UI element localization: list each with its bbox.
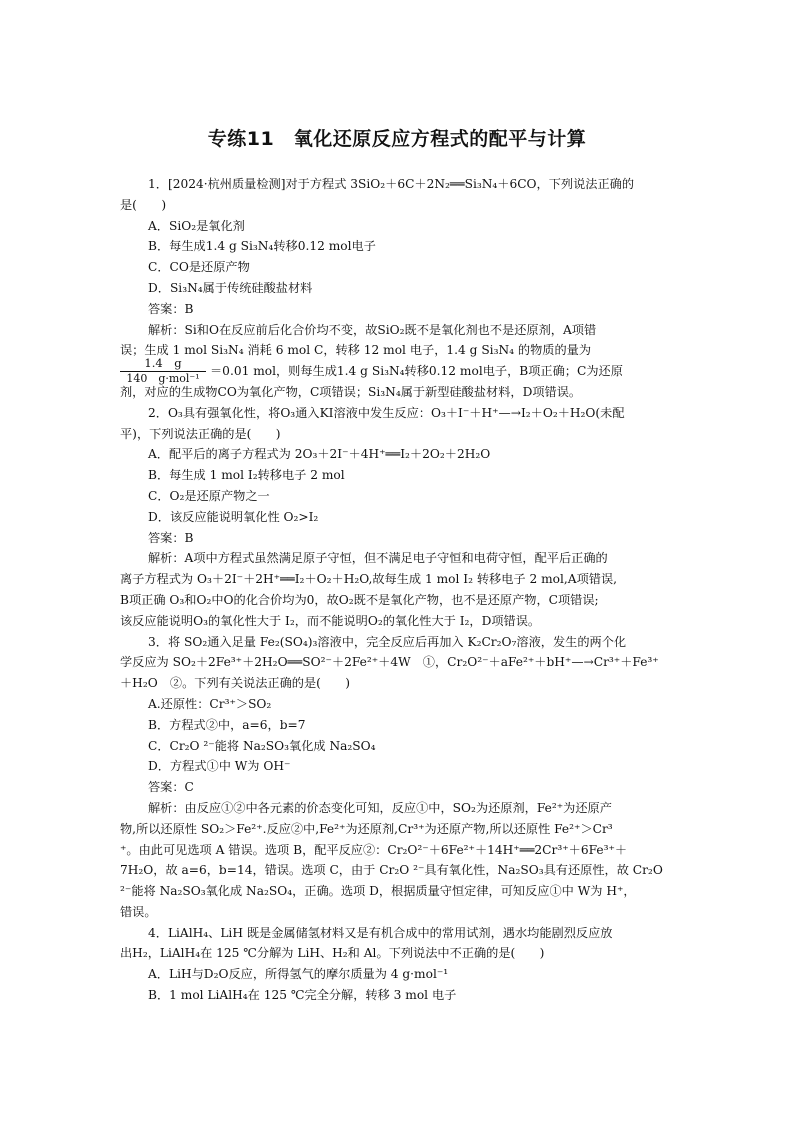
question-1-stem: 1．[2024·杭州质量检测]对于方程式 3SiO₂＋6C＋2N₂══Si₃N₄＋6CO，下列说法正确的 — [148, 177, 635, 191]
question-2-stem-cont: 平)，下列说法正确的是( ) — [120, 426, 281, 441]
question-4-stem: 4．LiAlH₄、LiH 既是金属储氢材料又是有机合成中的常用试剂，遇水均能剧烈反应放 — [148, 925, 613, 940]
option-b: B．每生成1.4 g Si₃N₄转移0.12 mol电子 — [148, 239, 376, 254]
fraction — [120, 355, 206, 386]
document-body — [120, 174, 680, 1006]
question-2-stem: 2．O₃具有强氧化性，将O₃通入KI溶液中发生反应：O₃＋I⁻＋H⁺—→I₂＋O₂＋H₂O(未配 — [148, 405, 625, 420]
answer: 答案：B — [148, 530, 194, 545]
explanation-line: 离子方程式为 O₃＋2I⁻＋2H⁺══I₂＋O₂＋H₂O,故每生成 1 mol I₂ 转移电子 2 mol,A项错误, — [120, 572, 618, 587]
question-4-stem-cont: 出H₂，LiAlH₄在 125 ℃分解为 LiH、H₂和 Al。下列说法中不正确的是( ) — [120, 946, 545, 961]
option-c: C．CO是还原产物 — [148, 260, 250, 275]
explanation-line: ²⁻能将 Na₂SO₃氧化成 Na₂SO₄，正确。选项 D，根据质量守恒定律，可知反应①中 W为 H⁺， — [120, 884, 636, 899]
explanation-line: B项正确 O₃和O₂中O的化合价均为0，故O₂既不是氧化产物，也不是还原产物，C项错误; — [120, 592, 599, 607]
question-3-stem: 3．将 SO₂通入足量 Fe₂(SO₄)₃溶液中，完全反应后再加入 K₂Cr₂O₇溶液，发生的两个化 — [148, 634, 627, 649]
explanation-line: ⁺。由此可见选项 A 错误。选项 B，配平反应②：Cr₂O²⁻＋6Fe²⁺＋14H⁺══2Cr³⁺＋6Fe³⁺＋ — [120, 842, 628, 857]
explanation-line: 剂，对应的生成物CO为氧化产物，C项错误；Si₃N₄属于新型硅酸盐材料，D项错误。 — [120, 384, 582, 399]
fraction-numerator: 1.4 g — [120, 355, 206, 372]
option-b: B．每生成 1 mol I₂转移电子 2 mol — [148, 468, 345, 483]
question-3-stem-cont: 学反应为 SO₂＋2Fe³⁺＋2H₂O══SO²⁻＋2Fe²⁺＋4W ①，Cr₂O²⁻＋aFe²⁺＋bH⁺—→Cr³⁺＋Fe³⁺ — [120, 655, 659, 670]
answer: 答案：B — [148, 301, 194, 316]
question-3-stem-cont: ＋H₂O ②。下列有关说法正确的是( ) — [120, 676, 351, 691]
explanation-line: 7H₂O，故 a=6，b=14，错误。选项 C，由于 Cr₂O ²⁻具有氧化性，Na₂SO₃具有还原性，故 Cr₂O — [120, 863, 663, 878]
explanation-line: 该反应能说明O₃的氧化性大于 I₂，而不能说明O₂的氧化性大于 I₂，D项错误。 — [120, 613, 541, 628]
explanation-line: 解析：Si和O在反应前后化合价均不变，故SiO₂既不是氧化剂也不是还原剂，A项错 — [148, 322, 597, 337]
explanation-line: 误；生成 1 mol Si₃N₄ 消耗 6 mol C，转移 12 mol 电子，1.4 g Si₃N₄ 的物质的量为 — [120, 343, 592, 358]
explanation-line: 错误。 — [120, 904, 157, 919]
option-d: D．Si₃N₄属于传统硅酸盐材料 — [148, 280, 313, 295]
explanation-line: 物,所以还原性 SO₂＞Fe²⁺.反应②中,Fe²⁺为还原剂,Cr³⁺为还原产物,所以还原性 Fe²⁺＞Cr³ — [120, 821, 613, 836]
option-a: A．配平后的离子方程式为 2O₃＋2I⁻＋4H⁺══I₂＋2O₂＋2H₂O — [148, 447, 491, 462]
explanation-line: 解析：A项中方程式虽然满足原子守恒，但不满足电子守恒和电荷守恒，配平后正确的 — [148, 551, 608, 566]
option-d: D．方程式①中 W为 OH⁻ — [148, 759, 291, 774]
fraction-line — [120, 356, 680, 386]
fraction-line-text: ＝0.01 mol，则每生成1.4 g Si₃N₄转移0.12 mol电子，B项正确；C为还原 — [210, 364, 623, 379]
question-1-stem-cont: 是( ) — [120, 197, 167, 212]
option-b: B．方程式②中，a=6，b=7 — [148, 717, 306, 732]
option-b: B．1 mol LiAlH₄在 125 ℃完全分解，转移 3 mol 电子 — [148, 988, 457, 1003]
explanation-line: 解析：由反应①②中各元素的价态变化可知，反应①中，SO₂为还原剂，Fe²⁺为还原产 — [148, 800, 612, 815]
page-title: 专练11 氧化还原反应方程式的配平与计算 — [207, 128, 587, 150]
option-a: A.还原性：Cr³⁺＞SO₂ — [148, 696, 272, 711]
option-a: A．SiO₂是氧化剂 — [148, 218, 245, 233]
fraction-denominator: 140 g·mol⁻¹ — [126, 372, 200, 386]
option-a: A．LiH与D₂O反应，所得氢气的摩尔质量为 4 g·mol⁻¹ — [148, 967, 449, 982]
option-c: C．Cr₂O ²⁻能将 Na₂SO₃氧化成 Na₂SO₄ — [148, 738, 376, 753]
answer: 答案：C — [148, 780, 194, 795]
option-d: D．该反应能说明氧化性 O₂>I₂ — [148, 509, 319, 524]
option-c: C．O₂是还原产物之一 — [148, 488, 270, 503]
